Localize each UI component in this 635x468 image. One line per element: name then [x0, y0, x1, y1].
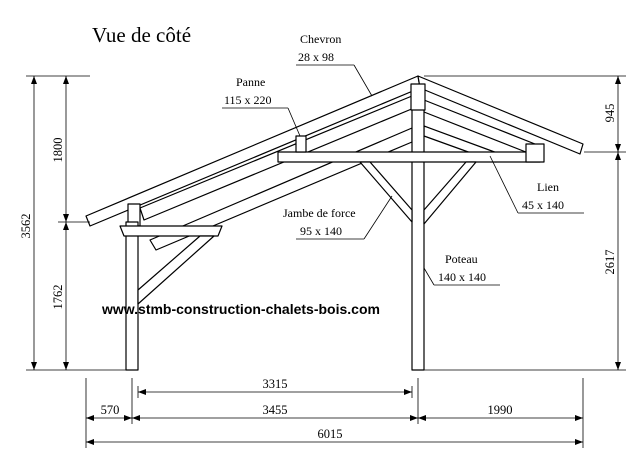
lien-size: 45 x 140 [522, 198, 564, 212]
dim-right-upper: 945 [603, 103, 617, 123]
dim-overhang-right: 1990 [487, 403, 513, 417]
jambe-leader [364, 196, 392, 239]
lien-name: Lien [537, 180, 559, 194]
chevron-name: Chevron [300, 32, 342, 46]
chevron-size: 28 x 98 [298, 50, 334, 64]
right-panne-block [526, 144, 544, 162]
tie-beam [278, 152, 540, 162]
poteau-size: 140 x 140 [438, 270, 486, 284]
chevron-leader [354, 65, 372, 96]
title: Vue de côté [92, 23, 192, 47]
jambe-size: 95 x 140 [300, 224, 342, 238]
panne-block [296, 136, 306, 152]
dim-left-total: 3562 [19, 213, 33, 239]
jambe-de-force [138, 236, 214, 304]
jambe-name: Jambe de force [283, 206, 356, 220]
poteau-left [126, 222, 138, 370]
poteau-right [412, 86, 424, 370]
dim-total-width: 6015 [317, 427, 343, 441]
post-strut-right [424, 162, 476, 224]
dim-overhang-left: 570 [100, 403, 120, 417]
dim-left-upper: 1800 [51, 137, 65, 163]
dim-left-lower: 1762 [51, 284, 65, 310]
dim-inner-span: 3315 [262, 377, 288, 391]
lien-leader [490, 156, 518, 213]
poteau-leader [424, 268, 434, 285]
panne-name: Panne [236, 75, 266, 89]
dim-span: 3455 [262, 403, 288, 417]
post-strut-left [360, 162, 412, 222]
dim-right-lower: 2617 [603, 249, 617, 275]
left-corbel [120, 226, 222, 236]
watermark: www.stmb-construction-chalets-bois.com [102, 301, 380, 317]
poteau-name: Poteau [445, 252, 478, 266]
roof-structure [86, 76, 583, 370]
panne-size: 115 x 220 [224, 93, 272, 107]
ridge-block [411, 84, 425, 110]
